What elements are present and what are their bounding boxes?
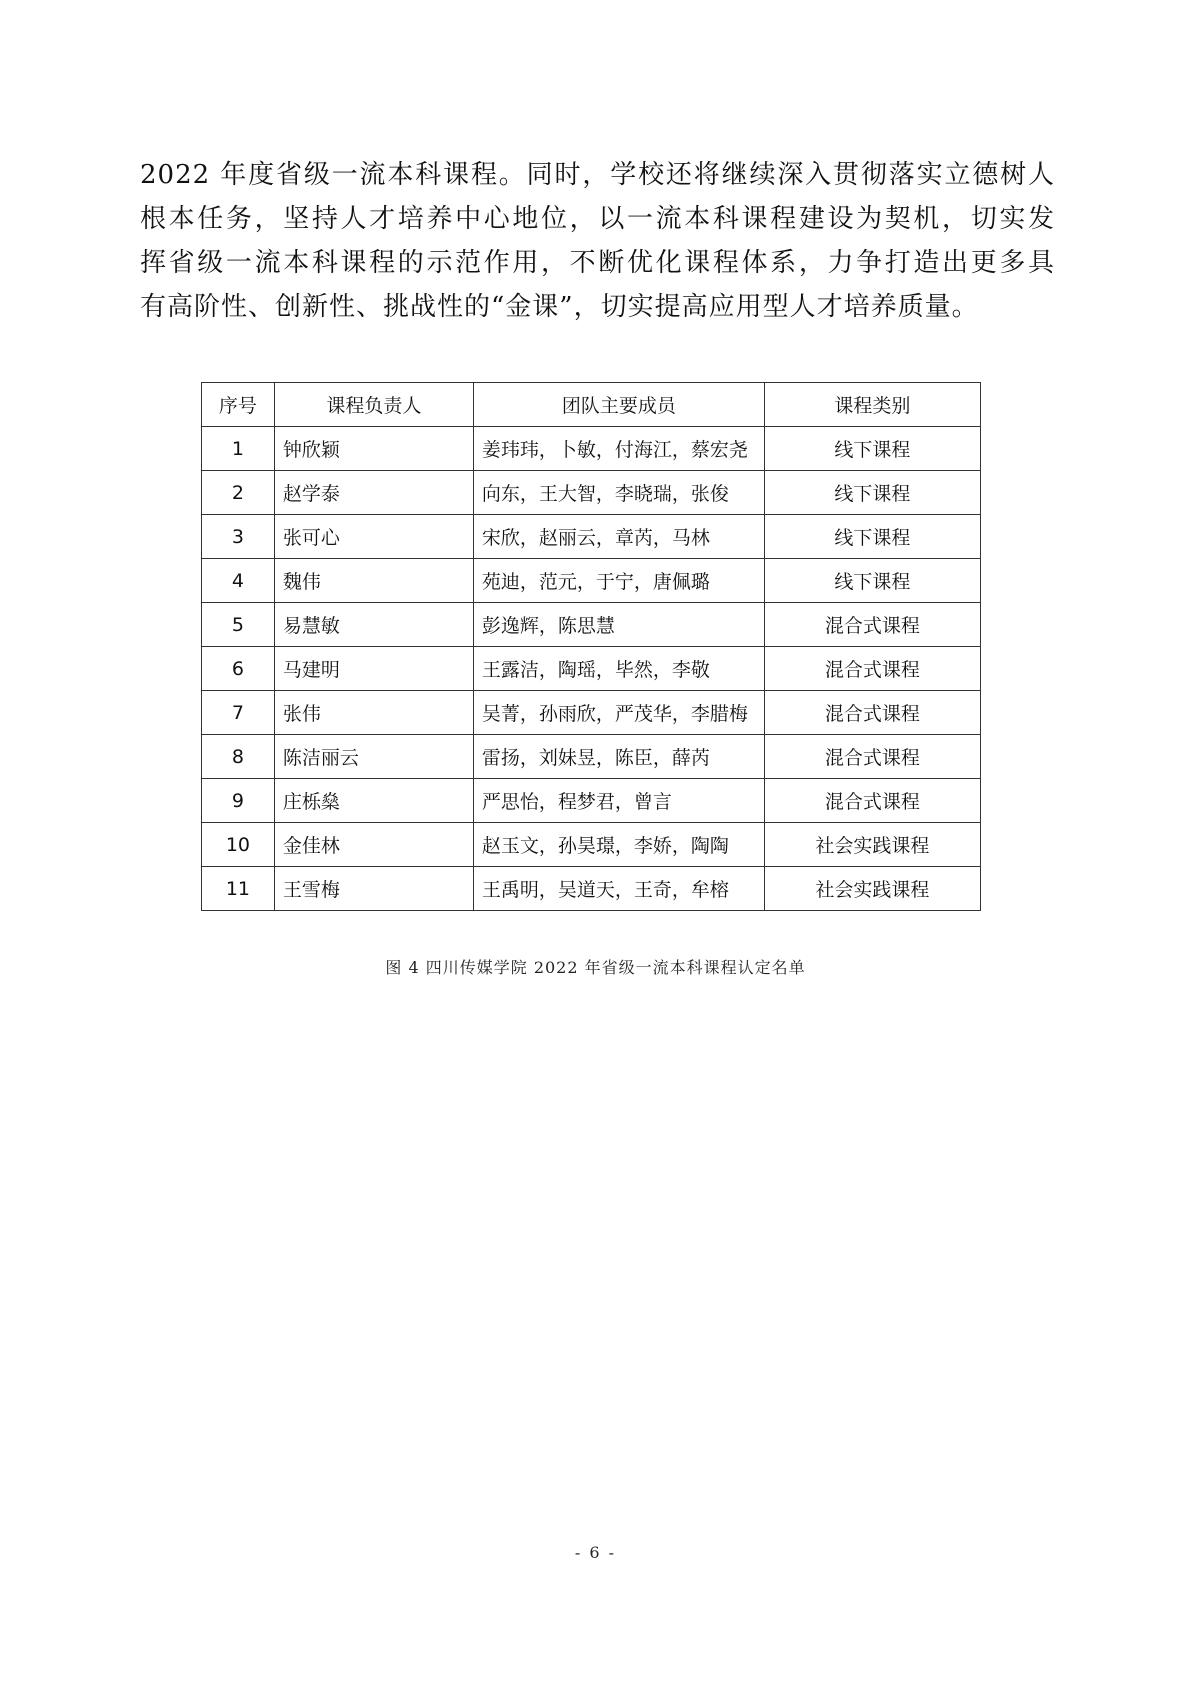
cell-type: 线下课程 <box>764 515 980 559</box>
table-caption: 图 4 四川传媒学院 2022 年省级一流本科课程认定名单 <box>385 958 806 977</box>
paragraph-line: 2022 年度省级一流本科课程。同时，学校还将继续深入贯彻落实立德树人 <box>140 160 1055 190</box>
cell-index: 9 <box>202 779 275 823</box>
cell-index: 4 <box>202 559 275 603</box>
table-row <box>202 559 981 603</box>
table-row <box>202 735 981 779</box>
cell-index: 5 <box>202 603 275 647</box>
cell-members: 向东，王大智，李晓瑞，张俊 <box>473 471 764 515</box>
header-index: 序号 <box>202 383 275 427</box>
cell-lead: 张伟 <box>274 691 473 735</box>
cell-lead: 易慧敏 <box>274 603 473 647</box>
cell-type: 线下课程 <box>764 427 980 471</box>
cell-index: 7 <box>202 691 275 735</box>
paragraph-line: 有高阶性、创新性、挑战性的“金课”，切实提高应用型人才培养质量。 <box>140 292 979 322</box>
cell-members: 宋欣，赵丽云，章芮，马林 <box>473 515 764 559</box>
cell-index: 11 <box>202 867 275 911</box>
table-header-row <box>202 383 981 427</box>
paragraph-line: 挥省级一流本科课程的示范作用，不断优化课程体系，力争打造出更多具 <box>140 248 1055 278</box>
cell-type: 混合式课程 <box>764 735 980 779</box>
cell-members: 王露洁，陶瑶，毕然，李敬 <box>473 647 764 691</box>
cell-members: 苑迪，范元，于宁，唐佩璐 <box>473 559 764 603</box>
cell-members: 吴菁，孙雨欣，严茂华，李腊梅 <box>473 691 764 735</box>
cell-members: 严思怡，程梦君，曾言 <box>473 779 764 823</box>
cell-lead: 马建明 <box>274 647 473 691</box>
cell-type: 社会实践课程 <box>764 867 980 911</box>
cell-lead: 陈洁丽云 <box>274 735 473 779</box>
cell-lead: 张可心 <box>274 515 473 559</box>
header-lead: 课程负责人 <box>274 383 473 427</box>
cell-index: 6 <box>202 647 275 691</box>
cell-members: 赵玉文，孙昊璟，李娇，陶陶 <box>473 823 764 867</box>
table-row <box>202 471 981 515</box>
cell-type: 社会实践课程 <box>764 823 980 867</box>
header-members: 团队主要成员 <box>473 383 764 427</box>
cell-members: 彭逸辉，陈思慧 <box>473 603 764 647</box>
cell-lead: 赵学泰 <box>274 471 473 515</box>
cell-index: 8 <box>202 735 275 779</box>
table-row <box>202 515 981 559</box>
cell-type: 线下课程 <box>764 559 980 603</box>
header-type: 课程类别 <box>764 383 980 427</box>
cell-index: 2 <box>202 471 275 515</box>
cell-members: 王禹明，吴道天，王奇，牟榕 <box>473 867 764 911</box>
cell-index: 3 <box>202 515 275 559</box>
cell-lead: 金佳林 <box>274 823 473 867</box>
cell-type: 混合式课程 <box>764 603 980 647</box>
table-row <box>202 427 981 471</box>
cell-type: 混合式课程 <box>764 647 980 691</box>
cell-index: 10 <box>202 823 275 867</box>
cell-type: 混合式课程 <box>764 691 980 735</box>
cell-index: 1 <box>202 427 275 471</box>
table-row <box>202 779 981 823</box>
cell-lead: 钟欣颖 <box>274 427 473 471</box>
body-paragraph <box>140 155 1055 331</box>
table-row <box>202 647 981 691</box>
cell-members: 姜玮玮，卜敏，付海江，蔡宏尧 <box>473 427 764 471</box>
table-row <box>202 823 981 867</box>
course-table <box>201 382 981 911</box>
table-row <box>202 691 981 735</box>
cell-type: 线下课程 <box>764 471 980 515</box>
paragraph-line: 根本任务，坚持人才培养中心地位，以一流本科课程建设为契机，切实发 <box>140 204 1055 234</box>
cell-type: 混合式课程 <box>764 779 980 823</box>
page-number: - 6 - <box>574 1543 617 1562</box>
cell-lead: 庄栎燊 <box>274 779 473 823</box>
cell-lead: 魏伟 <box>274 559 473 603</box>
cell-lead: 王雪梅 <box>274 867 473 911</box>
table-row <box>202 867 981 911</box>
cell-members: 雷扬，刘妹昱，陈臣，薛芮 <box>473 735 764 779</box>
table-body <box>202 427 981 911</box>
table-row <box>202 603 981 647</box>
